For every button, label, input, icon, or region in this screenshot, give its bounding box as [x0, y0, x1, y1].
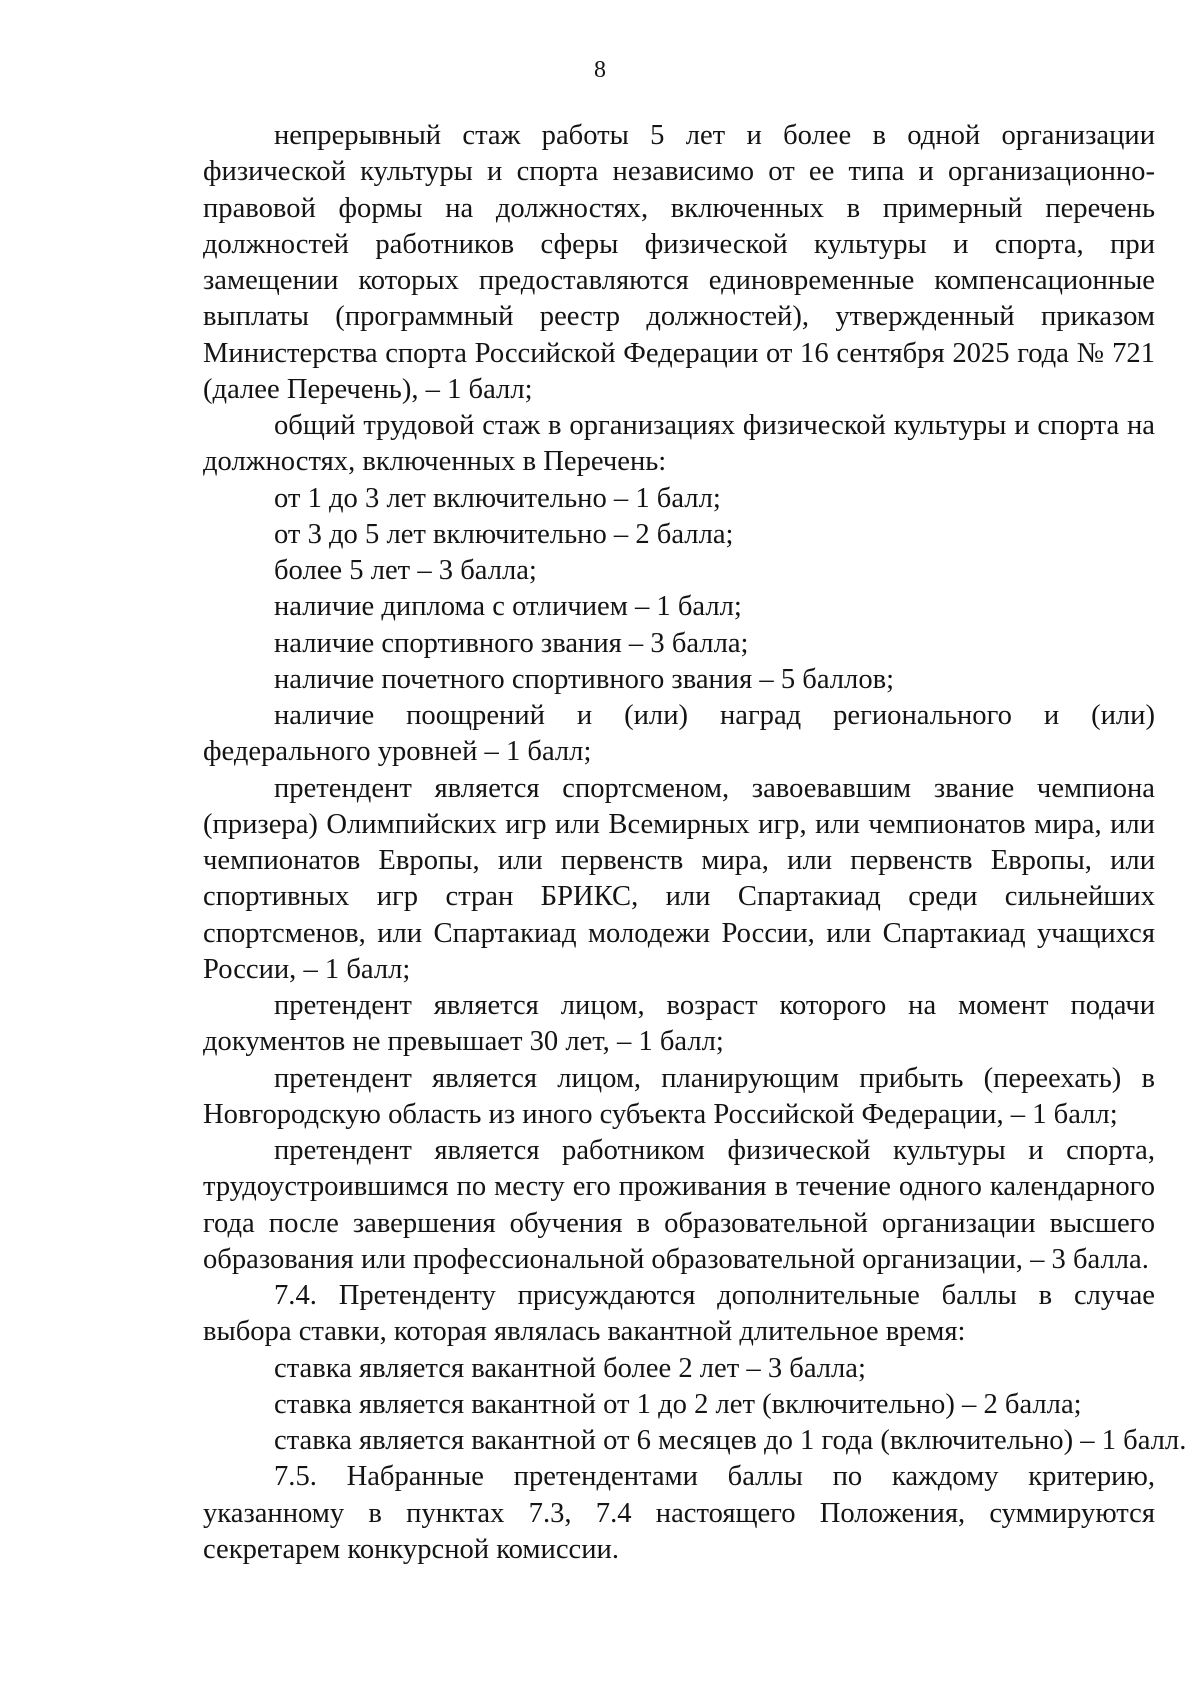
page-number: 8 — [594, 57, 606, 83]
list-item-vacant-1-2: ставка является вакантной от 1 до 2 лет (включительно) – 2 балла; — [274, 1388, 1082, 1420]
paragraph-total-service: общий трудовой стаж в организациях физической культуры и спорта на должностях, включенных в Перечень: — [203, 410, 1155, 478]
paragraph-7-5: 7.5. Набранные претендентами баллы по каждому критерию, указанному в пунктах 7.3, 7.4 настоящего Положения, суммируются секретарем конкурсной комиссии. — [203, 1461, 1155, 1565]
paragraph-age: претендент является лицом, возраст которого на момент подачи документов не превышает 30 лет, – 1 балл; — [203, 990, 1155, 1058]
list-item-service-1-3: от 1 до 3 лет включительно – 1 балл; — [274, 482, 721, 514]
list-item-service-over-5: более 5 лет – 3 балла; — [274, 555, 537, 586]
document-body — [203, 118, 1187, 1568]
list-item-honorary-sports-title: наличие почетного спортивного звания – 5 баллов; — [274, 663, 895, 695]
paragraph-continuous-service: непрерывный стаж работы 5 лет и более в одной организации физической культуры и спорта независимо от ее типа и организационно-правовой формы на должностях, включенных в примерный перечень должностей работников сферы физической культуры и спорта, при замещении которых предоставляются единовременные компенсационные выплаты (программный реестр должностей), утвержденный приказом Министерства спорта Российской Федерации от 16 сентября 2025 года № 721 (далее Перечень), – 1 балл; — [203, 120, 1155, 405]
list-item-service-3-5: от 3 до 5 лет включительно – 2 балла; — [274, 518, 734, 550]
list-item-honors-diploma: наличие диплома с отличием – 1 балл; — [274, 591, 742, 623]
list-item-vacant-over-2: ставка является вакантной более 2 лет – 3 балла; — [274, 1352, 866, 1384]
list-item-sports-title: наличие спортивного звания – 3 балла; — [274, 627, 749, 659]
paragraph-champion: претендент является спортсменом, завоевавшим звание чемпиона (призера) Олимпийских игр или Всемирных игр, или чемпионатов мира, или чемпионатов Европы, или первенств мира, или первенств Европы, или спортивных игр стран БРИКС, или Спартакиад среди сильнейших спортсменов, или Спартакиад молодежи России, или Спартакиад учащихся России, – 1 балл; — [203, 772, 1155, 985]
paragraph-awards: наличие поощрений и (или) наград регионального и (или) федерального уровней – 1 балл; — [203, 700, 1155, 768]
paragraph-7-4: 7.4. Претенденту присуждаются дополнительные баллы в случае выбора ставки, которая являлась вакантной длительное время: — [203, 1280, 1155, 1348]
paragraph-relocation: претендент является лицом, планирующим прибыть (переехать) в Новгородскую область из иного субъекта Российской Федерации, – 1 балл; — [203, 1062, 1155, 1130]
list-item-vacant-6m-1y: ставка является вакантной от 6 месяцев до 1 года (включительно) – 1 балл. — [274, 1425, 1187, 1456]
paragraph-graduate: претендент является работником физической культуры и спорта, трудоустроившимся по месту его проживания в течение одного календарного года после завершения обучения в образовательной организации высшего образования или профессиональной образовательной организации, – 3 балла. — [203, 1135, 1155, 1275]
